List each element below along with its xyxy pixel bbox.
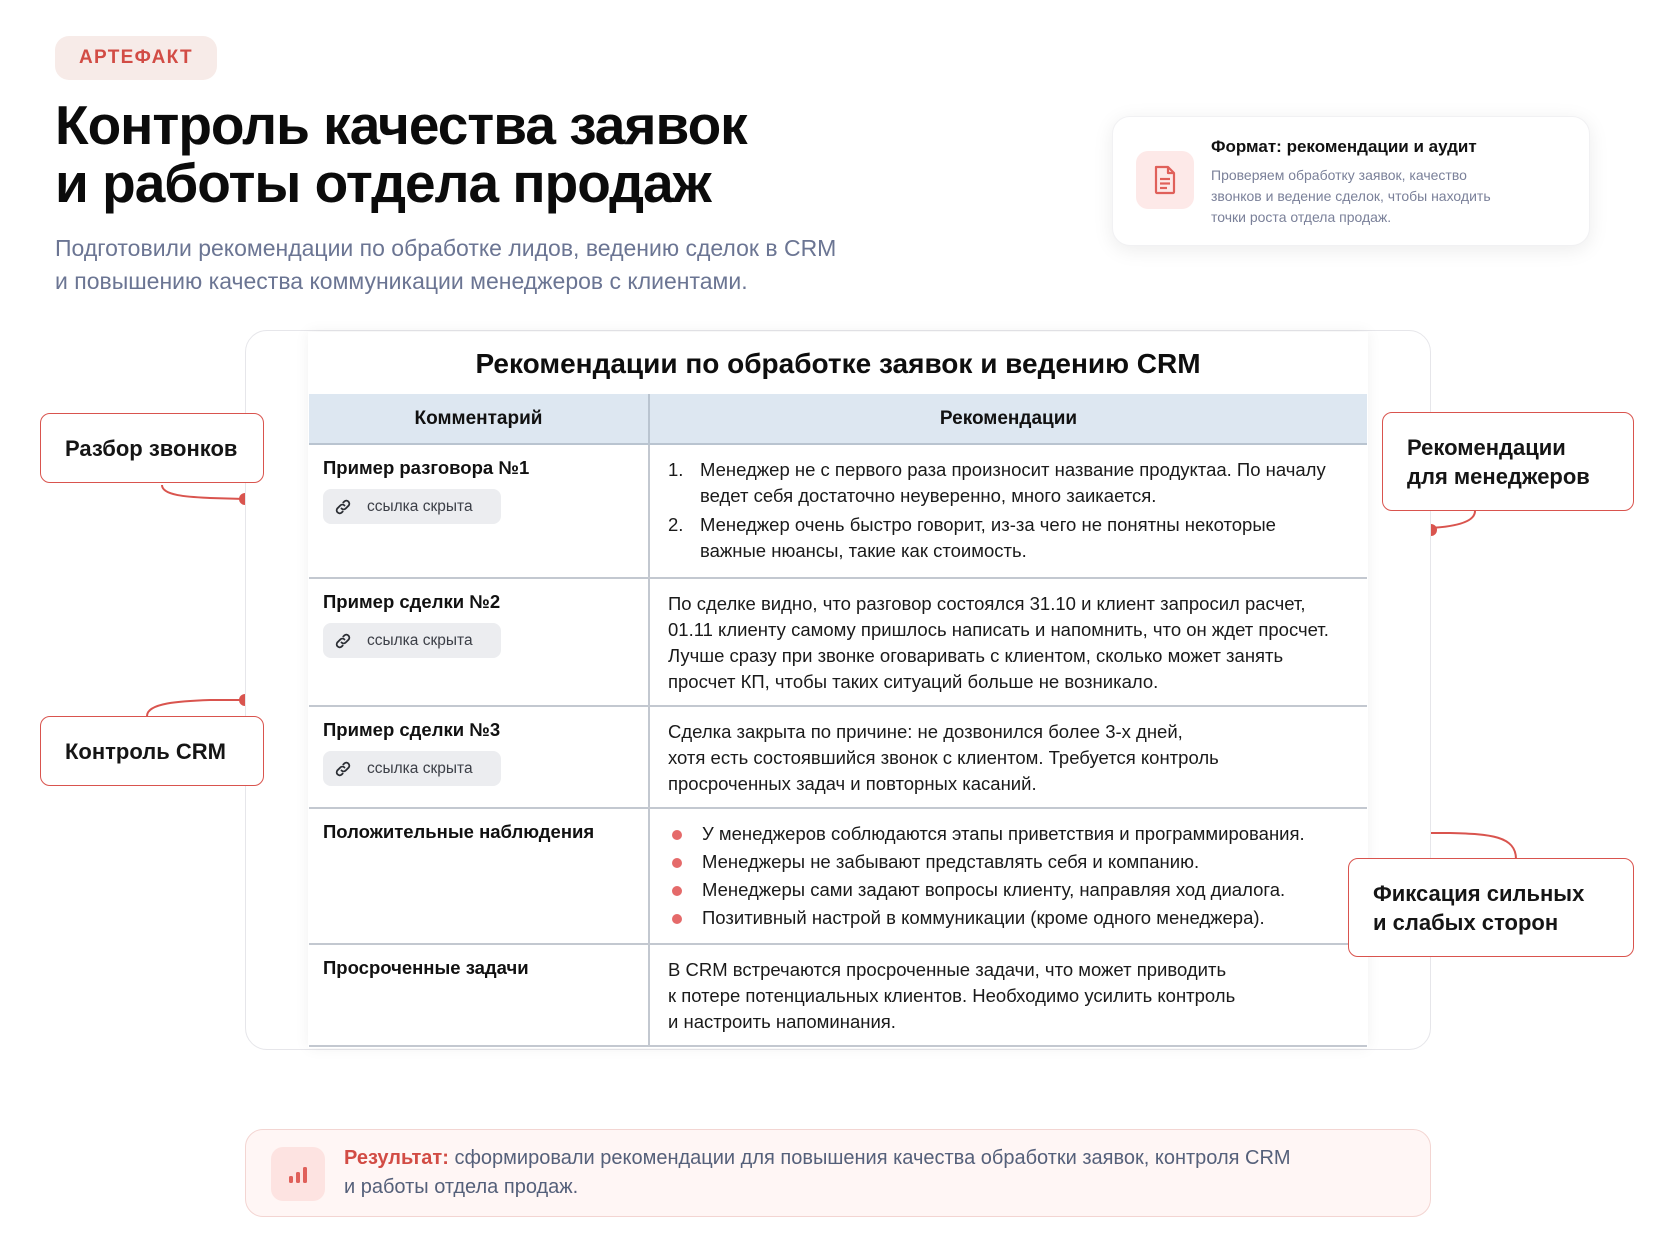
callout-strengths-line1: Фиксация сильных	[1373, 880, 1585, 906]
row-comment-cell	[309, 944, 649, 1046]
connector-crm	[147, 700, 245, 716]
result-text-line1: сформировали рекомендации для повышения качества обработки заявок, контроля CRM	[448, 1147, 1291, 1169]
list-item-line: ведет себя достаточно неуверенно, много заикается.	[700, 485, 1157, 506]
row-title: Просроченные задачи	[323, 957, 529, 978]
row-comment-cell	[309, 578, 649, 706]
text-line: хотя есть состоявшийся звонок с клиентом. Требуется контроль	[668, 747, 1219, 768]
row-recommendation-cell	[649, 578, 1367, 706]
list-item	[668, 512, 1351, 564]
text-line: Сделка закрыта по причине: не дозвонился более 3-х дней,	[668, 721, 1183, 742]
list-item-text: У менеджеров соблюдаются этапы приветствия и программирования.	[702, 823, 1305, 844]
table-row	[309, 578, 1367, 706]
list-item	[672, 821, 1351, 847]
link-icon	[333, 497, 353, 517]
list-item-line: важные нюансы, такие как стоимость.	[700, 540, 1027, 561]
text-line: к потере потенциальных клиентов. Необходимо усилить контроль	[668, 985, 1236, 1006]
result-box	[245, 1129, 1431, 1217]
text-line: просчет КП, чтобы таких ситуаций больше не возникало.	[668, 671, 1159, 692]
link-icon	[333, 631, 353, 651]
result-label: Результат:	[344, 1147, 449, 1169]
list-item-line: Менеджер очень быстро говорит, из-за чего не понятны некоторые	[700, 514, 1276, 535]
row-title: Пример сделки №3	[323, 719, 501, 740]
text-line: 01.11 клиенту самому пришлось написать и напомнить, что он ждет просчет.	[668, 619, 1329, 640]
column-header-comment: Комментарий	[309, 394, 649, 444]
hidden-link-label: ссылка скрыта	[367, 759, 473, 777]
text-line: и настроить напоминания.	[668, 1011, 896, 1032]
result-text	[344, 1144, 1404, 1202]
callout-managers	[1382, 412, 1634, 511]
subtitle-line2: и повышению качества коммуникации менеджеров с клиентами.	[55, 268, 748, 294]
row-title: Пример сделки №2	[323, 591, 501, 612]
callout-calls-text: Разбор звонков	[65, 435, 238, 461]
row-comment-cell	[309, 808, 649, 944]
page-title-line2: и работы отдела продаж	[55, 152, 711, 214]
list-number: 1.	[668, 459, 684, 480]
link-icon	[333, 759, 353, 779]
table-row	[309, 706, 1367, 808]
bullet-dot-icon	[672, 914, 682, 924]
row-recommendation-cell	[649, 444, 1367, 578]
table-row	[309, 808, 1367, 944]
row-recommendation-cell	[649, 706, 1367, 808]
row-recommendation-cell	[649, 808, 1367, 944]
callout-managers-line2: для менеджеров	[1407, 463, 1590, 489]
callout-strengths-line2: и слабых сторон	[1373, 909, 1559, 935]
list-item-line: Менеджер не с первого раза произносит название продуктаа. По началу	[700, 459, 1326, 480]
bullet-dot-icon	[672, 886, 682, 896]
bullet-dot-icon	[672, 858, 682, 868]
format-text-line2: звонков и ведение сделок, чтобы находить	[1211, 188, 1491, 204]
bullet-dot-icon	[672, 830, 682, 840]
callout-crm	[40, 716, 264, 786]
result-text-line2: и работы отдела продаж.	[344, 1176, 579, 1198]
list-number: 2.	[668, 514, 684, 535]
row-comment-cell	[309, 706, 649, 808]
format-title: Формат: рекомендации и аудит	[1211, 137, 1477, 156]
recommendations-table	[309, 394, 1367, 1047]
list-item	[672, 849, 1351, 875]
list-item-text: Позитивный настрой в коммуникации (кроме одного менеджера).	[702, 907, 1265, 928]
hidden-link-label: ссылка скрыта	[367, 631, 473, 649]
text-line: В CRM встречаются просроченные задачи, что может приводить	[668, 959, 1227, 980]
subtitle-line1: Подготовили рекомендации по обработке лидов, ведению сделок в CRM	[55, 235, 837, 261]
row-title: Пример разговора №1	[323, 457, 530, 478]
row-recommendation-cell	[649, 944, 1367, 1046]
page-title-line1: Контроль качества заявок	[55, 94, 747, 156]
document-title: Рекомендации по обработке заявок и ведению CRM	[475, 348, 1201, 379]
page-subtitle	[55, 232, 836, 298]
format-text-line3: точки роста отдела продаж.	[1211, 209, 1392, 225]
hidden-link-chip[interactable]	[323, 751, 501, 786]
bar-chart-icon	[271, 1147, 325, 1201]
table-row	[309, 944, 1367, 1046]
document-icon	[1136, 151, 1194, 209]
list-item	[668, 457, 1351, 509]
list-item	[672, 905, 1351, 931]
callout-managers-text	[1407, 433, 1590, 491]
list-item-text: Менеджеры не забывают представлять себя и компанию.	[702, 851, 1200, 872]
format-card	[1112, 116, 1590, 246]
connector-calls	[162, 485, 245, 499]
row-title: Положительные наблюдения	[323, 821, 595, 842]
callout-calls	[40, 413, 264, 483]
document-sheet	[308, 332, 1368, 1048]
artifact-badge: АРТЕФАКТ	[55, 36, 217, 80]
page-title	[55, 96, 747, 212]
hidden-link-chip[interactable]	[323, 623, 501, 658]
hidden-link-label: ссылка скрыта	[367, 497, 473, 515]
connector-managers	[1430, 511, 1475, 530]
callout-managers-line1: Рекомендации	[1407, 434, 1566, 460]
row-comment-cell	[309, 444, 649, 578]
text-line: По сделке видно, что разговор состоялся 31.10 и клиент запросил расчет,	[668, 593, 1306, 614]
table-header-row	[309, 394, 1367, 444]
format-text-line1: Проверяем обработку заявок, качество	[1211, 167, 1467, 183]
format-text	[1211, 165, 1551, 228]
callout-strengths	[1348, 858, 1634, 957]
numbered-list	[668, 457, 1351, 564]
column-header-recommendations: Рекомендации	[649, 394, 1367, 444]
table-row	[309, 444, 1367, 578]
text-line: Лучше сразу при звонке оговаривать с клиентом, сколько может занять	[668, 645, 1284, 666]
callout-strengths-text	[1373, 879, 1584, 937]
bullet-list	[668, 821, 1351, 931]
hidden-link-chip[interactable]	[323, 489, 501, 524]
list-item-text: Менеджеры сами задают вопросы клиенту, направляя ход диалога.	[702, 879, 1286, 900]
list-item	[672, 877, 1351, 903]
text-line: просроченных задач и повторных касаний.	[668, 773, 1037, 794]
callout-crm-text: Контроль CRM	[65, 738, 226, 764]
